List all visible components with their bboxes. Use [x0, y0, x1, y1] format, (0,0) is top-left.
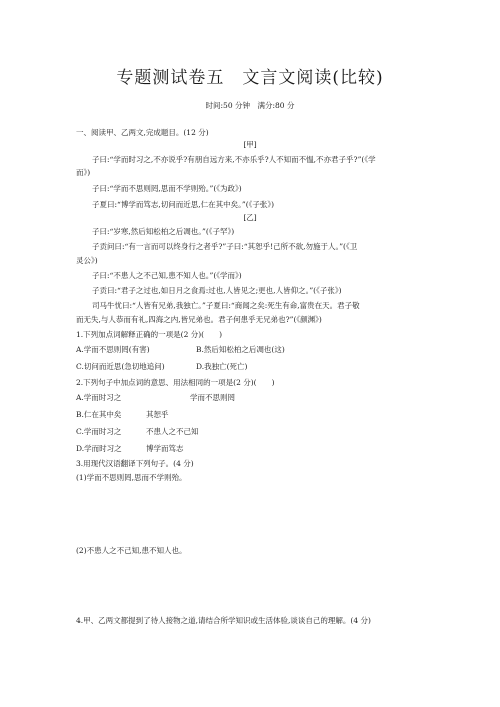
question-2-option-d: D.学而时习之	[76, 444, 122, 453]
question-1-stem: 1.下列加点词解释正确的一项是(2 分)( )	[76, 330, 223, 339]
question-2-option-b-pair: 其恕乎	[146, 410, 169, 419]
section-heading: 一、阅读甲、乙两文,完成题目。(12 分)	[76, 128, 209, 137]
page-title: 专题测试卷五 文言文阅读(比较)	[116, 68, 384, 88]
question-2-option-c: C.学而时习之	[76, 427, 122, 436]
question-3-sentence-2: (2)不患人之不己知,患不知人也。	[76, 546, 187, 555]
exam-meta: 时间:50 分钟 满分:80 分	[205, 101, 295, 110]
question-2-option-c-pair: 不患人之不己知	[146, 427, 199, 436]
passage-yi-line: 灵公》)	[76, 256, 98, 265]
passage-yi-line: 子贡问曰:“有一言而可以终身行之者乎?”子曰:“其恕乎!己所不欲,勿施于人。”(《卫	[92, 242, 358, 251]
question-2-option-a: A.学而时习之	[76, 393, 122, 402]
passage-yi-line: 子曰:“不患人之不己知,患不知人也。”(《学而》)	[92, 271, 242, 280]
question-1-option-d: D.我独亡(死亡)	[196, 362, 248, 371]
question-4-stem: 4.甲、乙两文都提到了待人接物之道,请结合所学知识或生活体验,谈谈自己的理解。(4 分)	[76, 616, 371, 625]
passage-yi-label: [乙]	[243, 213, 257, 222]
question-2-option-a-pair: 学而不思则罔	[190, 393, 235, 402]
passage-jia-line: 子曰:“学而时习之,不亦说乎?有朋自远方来,不亦乐乎?人不知而不愠,不亦君子乎?”(《学	[92, 155, 376, 164]
passage-yi-line: 子曰:“岁寒,然后知松柏之后凋也。”(《子罕》)	[92, 227, 235, 236]
passage-jia-label: [甲]	[243, 140, 257, 149]
question-1-option-c: C.切问而近思(急切地追问)	[76, 362, 165, 371]
passage-jia-line: 子夏曰:“博学而笃志,切问而近思,仁在其中矣。”(《子张》)	[92, 200, 275, 209]
question-3-sentence-1: (1)学而不思则罔,思而不学则殆。	[76, 473, 187, 482]
question-1-option-b: B.然后知松柏之后凋也(这)	[196, 345, 285, 354]
question-3-stem: 3.用现代汉语翻译下列句子。(4 分)	[76, 459, 194, 468]
question-2-option-b: B.仁在其中矣	[76, 410, 122, 419]
question-2-option-d-pair: 博学而笃志	[146, 444, 184, 453]
passage-jia-line: 而》)	[76, 168, 91, 177]
question-2-stem: 2.下列句子中加点词的意思、用法相同的一项是(2 分)( )	[76, 378, 275, 387]
passage-yi-line: 而无失,与人恭而有礼,四海之内,皆兄弟也。君子何患乎无兄弟也?”(《颜渊》)	[76, 315, 322, 324]
passage-yi-line: 子贡曰:“君子之过也,如日月之食焉:过也,人皆见之;更也,人皆仰之。”(《子张》)	[92, 286, 342, 295]
question-1-option-a: A.学而不思则罔(有害)	[76, 345, 150, 354]
passage-jia-line: 子曰:“学而不思则罔,思而不学则殆。”(《为政》)	[92, 184, 242, 193]
passage-yi-line: 司马牛忧曰:“人皆有兄弟,我独亡。”子夏曰:“商闻之矣:死生有命,富贵在天。君子敬	[92, 301, 360, 310]
